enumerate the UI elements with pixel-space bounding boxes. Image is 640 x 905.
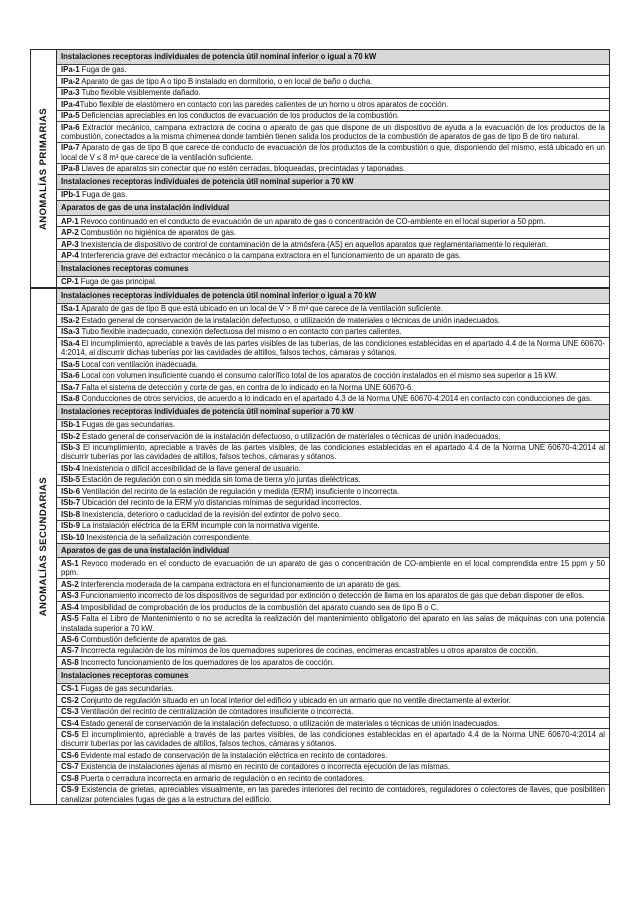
anomaly-text: Estación de regulación con o sin medida sin toma de tierra y/o juntas dieléctricas. — [82, 475, 361, 485]
anomaly-text: Local con ventilación inadecuada. — [81, 359, 199, 369]
anomaly-text: Funcionamiento incorrecto de los dispositivos de seguridad por extinción o detección de llama en los aparatos de gas que deban disponer de ellos. — [80, 591, 585, 601]
anomaly-text: Estado general de conservación de la instalación defectuoso, o utilización de materiales o técnicas de unión inadecuados. — [80, 718, 500, 728]
anomaly-code: AS-4 — [61, 602, 79, 612]
section-header-row: Instalaciones receptoras individuales de potencia útil nominal inferior o igual a 70 kW — [57, 50, 609, 65]
anomaly-text: Revoco moderado en el conducto de evacuación de un aparato de gas o concentración de CO-ambiente en el local comprendida entre 15 ppm y 50 ppm. — [61, 558, 605, 578]
anomaly-code: ISb-10 — [61, 532, 85, 542]
anomaly-text: Existencia de instalaciones ajenas al mismo en recinto de contadores o incorrecta ejecución de las mismas. — [80, 762, 451, 772]
anomaly-text: Conjunto de regulación situado en un local interior del edificio y ubicado en un armario que no ventile directamente al exterior. — [80, 695, 512, 705]
anomaly-row — [57, 602, 609, 613]
gas-anomalies-table — [30, 49, 610, 805]
section-rows — [57, 50, 609, 287]
anomaly-row — [57, 250, 609, 261]
anomaly-text: La instalación eléctrica de la ERM incumple con la normativa vigente. — [82, 521, 320, 531]
anomaly-row — [57, 315, 609, 326]
anomaly-row — [57, 164, 609, 175]
section-label: ANOMALÍAS SECUNDARIAS — [38, 477, 49, 617]
anomaly-text: Incorrecta regulación de los mínimos de los quemadores superiores de cocinas, encimeras encastrables u otros aparatos de cocción. — [80, 646, 539, 656]
anomaly-code: AS-7 — [61, 646, 79, 656]
anomaly-row — [57, 65, 609, 76]
anomaly-code: ISb-1 — [61, 420, 81, 430]
anomaly-code: ISa-2 — [61, 315, 80, 325]
anomaly-row — [57, 76, 609, 87]
anomaly-code: IPa-7 — [61, 143, 80, 153]
anomaly-code: CS-7 — [61, 762, 79, 772]
anomaly-row — [57, 707, 609, 718]
anomaly-code: IPa-2 — [61, 76, 80, 86]
anomaly-row — [57, 88, 609, 99]
anomaly-text: Aparato de gas de tipo B que carece de conducto de evacuación de los productos de la combustión o que, disponiendo del mismo, está ubicado en un local de V ≤ 8 m³ que carece de la ventilación suficiente. — [61, 143, 605, 162]
anomaly-row — [57, 718, 609, 729]
section-label-column — [31, 50, 57, 287]
anomaly-code: ISb-8 — [61, 509, 81, 519]
section-header-row: Instalaciones receptoras comunes — [57, 669, 609, 684]
section-header-row: Aparatos de gas de una instalación individual — [57, 544, 609, 559]
anomaly-code: IPa-6 — [61, 122, 80, 132]
anomaly-text: Local con volumen insuficiente cuando el consumo calorífico total de los aparatos de cocción instalados en el mismo sea superior a 16 kW. — [81, 371, 558, 381]
anomaly-text: Incorrecto funcionamiento de los quemadores de los aparatos de cocción. — [80, 657, 335, 667]
anomaly-code: ISb-7 — [61, 498, 81, 508]
anomaly-row — [57, 521, 609, 532]
anomaly-code: CS-6 — [61, 750, 79, 760]
anomaly-code: AS-8 — [61, 657, 79, 667]
section-header-row: Instalaciones receptoras individuales de potencia útil nominal inferior o igual a 70 kW — [57, 289, 609, 304]
anomaly-row — [57, 486, 609, 497]
anomaly-text: Inexistencia de la señalización correspondiente. — [86, 532, 252, 542]
anomaly-code: ISa-6 — [61, 371, 80, 381]
anomaly-row — [57, 657, 609, 668]
anomaly-text: Existencia de grietas, apreciables visualmente, en las paredes interiores del recinto de contadores, reguladores o colectores de llaves, que posibiliten canalizar potenciales fugas de gas a la estructura del edificio. — [61, 785, 605, 804]
anomaly-code: CS-3 — [61, 707, 79, 717]
anomaly-row — [57, 382, 609, 393]
section-label: ANOMALÍAS PRIMARIAS — [38, 107, 49, 230]
anomaly-row — [57, 579, 609, 590]
anomaly-row — [57, 532, 609, 543]
anomaly-code: AS-3 — [61, 591, 79, 601]
anomaly-code: AP-2 — [61, 228, 79, 238]
anomaly-text: Inexistencia de dispositivo de control de contaminación de la atmósfera (AS) en aquellos aparatos que reglamentariamente lo requieran. — [80, 239, 549, 249]
anomaly-code: IPa-5 — [61, 111, 80, 121]
section-header-row: Instalaciones receptoras individuales de potencia útil nominal superior a 70 kW — [57, 405, 609, 420]
anomaly-text: Imposibilidad de comprobación de los productos de la combustión del aparato cuando sea de tipo B o C. — [80, 602, 439, 612]
anomaly-text: Ventilación del recinto de centralización de contadores insuficiente o incorrecta. — [80, 707, 354, 717]
anomaly-text: Evidente mal estado de conservación de la instalación eléctrica en recinto de contadores. — [80, 750, 388, 760]
anomaly-code: ISa-7 — [61, 382, 80, 392]
anomaly-row — [57, 509, 609, 520]
section-rows — [57, 289, 609, 804]
anomaly-code: ISb-4 — [61, 463, 81, 473]
anomaly-row — [57, 277, 609, 287]
anomaly-code: ISb-5 — [61, 475, 81, 485]
anomaly-row — [57, 393, 609, 404]
anomaly-code: AP-3 — [61, 239, 79, 249]
anomaly-text: Tubo flexible visiblemente dañado. — [81, 88, 201, 98]
anomaly-code: CS-9 — [61, 785, 79, 795]
anomaly-code: IPb-1 — [61, 190, 81, 200]
anomaly-text: Inexistencia, deterioro o caducidad de la revisión del extintor de polvo seco. — [82, 509, 342, 519]
anomaly-row — [57, 463, 609, 474]
anomaly-row — [57, 338, 609, 359]
anomaly-code: ISa-8 — [61, 394, 80, 404]
anomaly-code: CS-5 — [61, 730, 79, 740]
anomaly-code: AS-6 — [61, 635, 79, 644]
anomaly-text: El incumplimiento, apreciable a través de las partes visibles, de las condiciones establecidas en el apartado 4.4 de la Norma UNE 60670-4:2014 al discurrir tuberías por las cavidades de altillos, falsos techos, cámaras y sótanos. — [61, 443, 605, 462]
anomaly-text: Llaves de aparatos sin conectar que no estén cerradas, bloqueadas, precintadas y taponadas. — [81, 164, 406, 174]
anomaly-row — [57, 304, 609, 315]
anomaly-row — [57, 111, 609, 122]
anomaly-row — [57, 634, 609, 645]
anomaly-text: Estado general de conservación de la instalación defectuoso, o utilización de materiales o técnicas de unión inadecuados. — [81, 315, 501, 325]
anomaly-code: ISa-3 — [61, 327, 80, 337]
anomaly-code: AP-1 — [61, 216, 79, 226]
anomaly-row — [57, 227, 609, 238]
anomaly-row — [57, 785, 609, 805]
anomaly-text: Ventilación del recinto de la estación de regulación y medida (ERM) insuficiente o incorrecta. — [82, 486, 400, 496]
anomaly-row — [57, 190, 609, 201]
anomaly-text: Conducciones de otros servicios, de acuerdo a lo indicado en el apartado 4.3 de la Norma UNE 60670-4:2014 en contacto con conducciones de gas. — [81, 394, 592, 404]
anomaly-row — [57, 359, 609, 370]
anomaly-row — [57, 99, 609, 110]
anomaly-text: Fugas de gas secundarias. — [80, 684, 174, 694]
anomaly-code: CS-1 — [61, 684, 79, 694]
anomaly-code: CS-4 — [61, 718, 79, 728]
anomaly-row — [57, 729, 609, 750]
anomaly-text: Falta el Libro de Mantenimiento o no se acredita la realización del mantenimiento obligatorio del aparato en las salas de máquinas con una potencia instalada superior a 70 kW. — [61, 614, 605, 633]
anomaly-row — [57, 646, 609, 657]
anomaly-code: CP-1 — [61, 277, 79, 287]
anomaly-code: CS-2 — [61, 695, 79, 705]
anomaly-row — [57, 614, 609, 635]
anomaly-text: Deficiencias apreciables en los conductos de evacuación de los productos de la combustión. — [81, 111, 400, 121]
anomaly-code: AS-5 — [61, 614, 79, 624]
anomaly-code: ISb-6 — [61, 486, 81, 496]
anomaly-text: Extractor mecánico, campana extractora de cocina o aparato de gas que dispone de un dispositivo de ayuda a la evacuación de los productos de la combustión, conectados a la misma chimenea donde también tienen salida los productos de la combustión de aparatos de gas de tipo B de tiro natural. — [61, 122, 605, 141]
anomaly-row — [57, 420, 609, 431]
anomaly-code: AS-1 — [61, 558, 79, 568]
anomaly-row — [57, 216, 609, 227]
anomaly-text: Fuga de gas. — [81, 65, 127, 75]
section-anomalias-secundarias — [31, 287, 609, 804]
anomaly-text: Combustión deficiente de aparatos de gas. — [80, 635, 228, 644]
anomaly-text: Puerta o cerradura incorrecta en armario de regulación o en recinto de contadores. — [80, 773, 365, 783]
anomaly-row — [57, 762, 609, 773]
anomaly-text: Interferencia grave del extractor mecánico o la campana extractora en el funcionamiento de un aparato de gas. — [80, 251, 462, 261]
anomaly-row — [57, 558, 609, 579]
anomaly-row — [57, 684, 609, 695]
anomaly-row — [57, 498, 609, 509]
anomaly-code: ISa-5 — [61, 359, 80, 369]
anomaly-row — [57, 475, 609, 486]
anomaly-text: Fugas de gas secundarias. — [82, 420, 176, 430]
anomaly-code: ISb-9 — [61, 521, 81, 531]
anomaly-text: Interferencia moderada de la campana extractora en el funcionamiento de un aparato de gas. — [80, 579, 402, 589]
anomaly-row — [57, 443, 609, 464]
anomaly-code: IPa-3 — [61, 88, 80, 98]
anomaly-code: IPa-4 — [61, 99, 80, 109]
section-label-column — [31, 289, 57, 804]
anomaly-text: Ubicación del recinto de la ERM y/o distancias mínimas de seguridad incorrectos. — [82, 498, 362, 508]
anomaly-code: ISa-1 — [61, 304, 80, 314]
section-header-row: Instalaciones receptoras individuales de potencia útil nominal superior a 70 kW — [57, 175, 609, 190]
anomaly-text: Aparato de gas de tipo A o tipo B instalado en dormitorio, o en local de baño o ducha. — [81, 76, 373, 86]
anomaly-text: Combustión no higiénica de aparatos de gas. — [80, 228, 237, 238]
anomaly-row — [57, 695, 609, 706]
anomaly-text: Tubo flexible inadecuado, conexión defectuosa del mismo o en contacto con partes calientes. — [81, 327, 402, 337]
anomaly-row — [57, 591, 609, 602]
anomaly-text: Falta el sistema de detección y corte de gas, en contra de lo indicado en la Norma UNE 60670-6. — [81, 382, 414, 392]
anomaly-row — [57, 143, 609, 164]
anomaly-row — [57, 327, 609, 338]
anomaly-row — [57, 750, 609, 761]
anomaly-code: IPa-1 — [61, 65, 80, 75]
anomaly-row — [57, 773, 609, 784]
anomaly-code: AP-4 — [61, 251, 79, 261]
anomaly-text: Tubo flexible de elastómero en contacto con las paredes calientes de un horno u otros aparatos de cocción. — [79, 99, 449, 109]
anomaly-row — [57, 370, 609, 381]
anomaly-text: Inexistencia o difícil accesibilidad de la llave general de usuario. — [82, 463, 301, 473]
anomaly-text: Aparato de gas de tipo B que está ubicado en un local de V > 8 m³ que carece de la ventilación suficiente. — [81, 304, 443, 314]
anomaly-text: Estado general de conservación de la instalación defectuoso, o utilización de materiales o técnicas de unión inadecuados. — [82, 431, 501, 441]
anomaly-text: El incumplimiento, apreciable a través de las partes visibles de las tuberías, de las condiciones establecidas en el apartado 4.4 de la Norma UNE 60670-4:2014, al discurrir dichas tuberías por las cavidades de altillos, falsos techos, cámaras y sótanos. — [61, 338, 605, 358]
anomaly-code: ISb-2 — [61, 431, 81, 441]
anomaly-code: ISb-3 — [61, 443, 81, 453]
section-anomalias-primarias — [31, 50, 609, 287]
anomaly-code: ISa-4 — [61, 338, 80, 348]
anomaly-row — [57, 431, 609, 442]
section-header-row: Instalaciones receptoras comunes — [57, 262, 609, 277]
anomaly-text: Fuga de gas principal. — [80, 277, 157, 287]
anomaly-text: El incumplimiento, apreciable a través de las partes visibles, de las condiciones establecidas en el apartado 4.4 de la Norma UNE 60670-4:2014 al discurrir tuberías por las cavidades de altillos, falsos techos, cámaras y sótanos. — [61, 730, 605, 749]
anomaly-code: AS-2 — [61, 579, 79, 589]
section-header-row: Aparatos de gas de una instalación individual — [57, 201, 609, 216]
anomaly-code: IPa-8 — [61, 164, 80, 174]
anomaly-text: Revoco continuado en el conducto de evacuación de un aparato de gas o concentración de CO-ambiente en el local superior a 50 ppm. — [80, 216, 546, 226]
anomaly-code: CS-8 — [61, 773, 79, 783]
anomaly-row — [57, 239, 609, 250]
anomaly-row — [57, 122, 609, 143]
anomaly-text: Fuga de gas. — [82, 190, 128, 200]
